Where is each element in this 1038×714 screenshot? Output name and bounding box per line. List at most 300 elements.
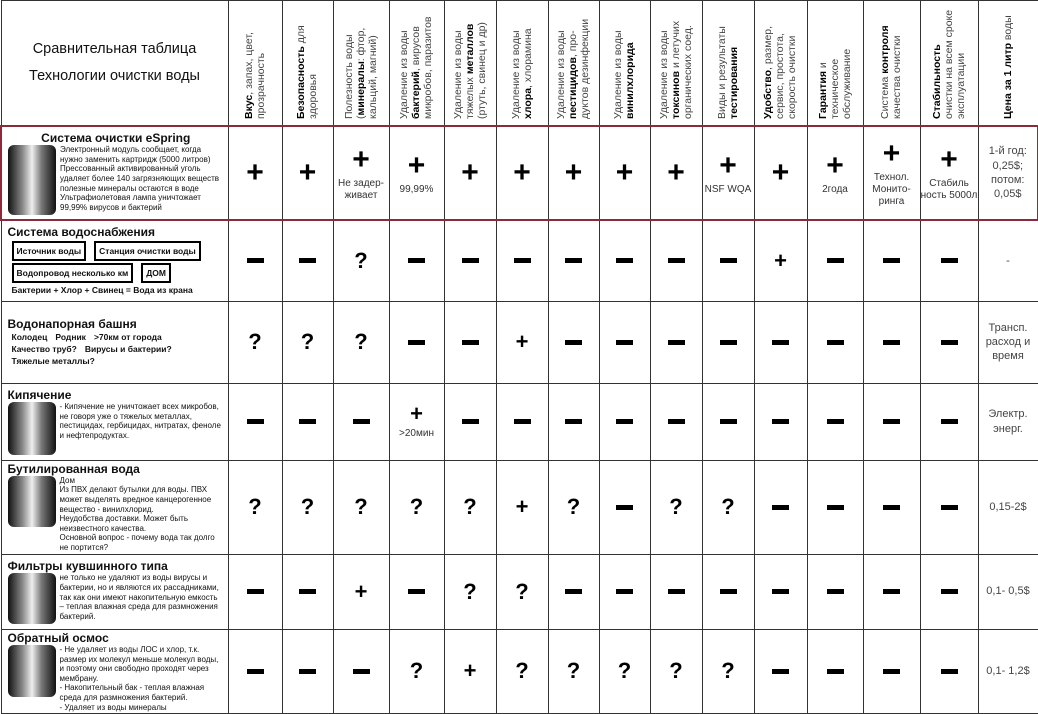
column-header-keyword: бактерий	[410, 71, 423, 119]
description-line: - Удаляет из воды минералы	[59, 702, 167, 712]
question-icon: ?	[721, 494, 735, 520]
minus-icon	[941, 669, 958, 674]
rating-cell	[807, 383, 863, 460]
column-header-keyword: минералы	[354, 61, 367, 116]
minus-icon	[247, 589, 264, 594]
column-header-label: Стабильность очистки на всем сроке эксплуатации	[930, 9, 968, 119]
minus-icon	[720, 589, 737, 594]
rating-cell	[650, 383, 702, 460]
technology-illustration	[8, 476, 56, 527]
rating-cell	[702, 629, 754, 714]
rating-cell	[650, 554, 702, 629]
rating-cell	[282, 126, 333, 220]
rating-cell	[920, 629, 978, 714]
column-header-label: Гарантия и техническое обслуживание	[816, 48, 854, 119]
minus-icon	[565, 340, 582, 345]
rating-note: Стабиль ность 5000л	[920, 177, 978, 201]
column-header-keyword: контроля	[879, 25, 892, 74]
column-header	[807, 1, 863, 127]
rating-cell	[599, 220, 650, 301]
column-header-keyword: токсинов	[669, 70, 682, 119]
rating-cell	[548, 301, 599, 383]
rating-cell	[863, 460, 920, 554]
minus-icon	[720, 419, 737, 424]
rating-cell	[807, 629, 863, 714]
rating-cell	[282, 629, 333, 714]
table-row-bottled	[1, 460, 1038, 554]
minus-icon	[827, 419, 844, 424]
description-line: Станция очистки воды	[94, 241, 201, 261]
minus-icon	[668, 258, 685, 263]
column-header-keyword: Стабильность	[930, 44, 943, 119]
minus-icon	[883, 669, 900, 674]
plus-icon: +	[940, 142, 958, 176]
rating-cell	[333, 301, 389, 383]
description-line: Основной вопрос - почему вода так долго не портится?	[59, 533, 215, 553]
rating-cell	[496, 301, 548, 383]
rating-cell	[333, 460, 389, 554]
question-icon: ?	[721, 658, 735, 684]
rating-cell	[548, 629, 599, 714]
rating-cell	[599, 126, 650, 220]
technology-title: Обратный осмос	[7, 630, 109, 645]
rating-cell	[807, 301, 863, 383]
rating-cell	[920, 383, 978, 460]
rating-cell	[650, 220, 702, 301]
plus-icon: +	[515, 329, 529, 354]
question-icon: ?	[463, 494, 477, 520]
price-cell: 0,15-2$	[978, 460, 1038, 554]
minus-icon	[565, 419, 582, 424]
rating-cell	[333, 383, 389, 460]
column-header	[920, 1, 978, 127]
rating-cell	[599, 301, 650, 383]
rating-cell	[863, 220, 920, 301]
rating-cell	[650, 460, 702, 554]
technology-description	[1, 383, 228, 460]
question-icon: ?	[354, 329, 368, 354]
column-header-label: Удаление из воды бактерий, вирусов микробов, паразитов	[398, 16, 435, 119]
description-line: Из ПВХ делают бутылки для воды. ПВХ может выделять вредное канцерогенное вещество - винилхлорид.	[59, 485, 212, 514]
description-line: Источник воды	[12, 241, 87, 261]
column-header	[754, 1, 807, 127]
rating-cell	[333, 554, 389, 629]
price-cell: 0,1- 1,2$	[978, 629, 1038, 714]
column-header-keyword: винилхлорида	[624, 42, 637, 119]
rating-cell	[548, 554, 599, 629]
column-header-keyword: Гарантия	[816, 71, 829, 119]
column-header-keyword: хлора	[522, 87, 534, 119]
description-line: ДОМ	[141, 263, 171, 283]
rating-cell	[807, 554, 863, 629]
question-icon: ?	[515, 658, 529, 684]
minus-icon	[616, 258, 633, 263]
rating-cell	[650, 126, 702, 220]
table-row-tower	[1, 301, 1038, 383]
minus-icon	[462, 258, 479, 263]
rating-cell	[228, 629, 282, 714]
rating-cell	[754, 460, 807, 554]
minus-icon	[883, 589, 900, 594]
rating-cell	[599, 460, 650, 554]
minus-icon	[247, 669, 264, 674]
column-header-label: Цена за 1 литр воды	[1001, 15, 1014, 119]
column-header	[228, 1, 282, 127]
rating-cell	[548, 220, 599, 301]
plus-icon: +	[354, 578, 368, 604]
plus-icon: +	[564, 156, 583, 189]
rating-cell	[228, 460, 282, 554]
minus-icon	[616, 589, 633, 594]
rating-cell	[754, 383, 807, 460]
rating-cell	[599, 383, 650, 460]
rating-cell	[754, 220, 807, 301]
minus-icon	[772, 419, 789, 424]
column-header-keyword: Цена за 1 литр	[1001, 42, 1014, 119]
question-icon: ?	[566, 658, 581, 684]
rating-cell	[920, 460, 978, 554]
rating-cell	[389, 383, 444, 460]
question-icon: ?	[248, 329, 262, 354]
plus-icon: +	[298, 156, 317, 189]
minus-icon	[668, 589, 685, 594]
plus-icon: +	[463, 658, 477, 684]
plus-icon: +	[615, 156, 634, 189]
plus-icon: +	[882, 136, 901, 170]
rating-cell	[228, 220, 282, 301]
minus-icon	[408, 258, 425, 263]
column-header	[333, 1, 389, 127]
rating-cell	[702, 220, 754, 301]
rating-cell	[444, 220, 496, 301]
price-cell: -	[978, 220, 1038, 301]
rating-cell	[650, 301, 702, 383]
minus-icon	[883, 419, 900, 424]
rating-cell	[807, 220, 863, 301]
technology-description	[1, 301, 228, 383]
minus-icon	[941, 589, 958, 594]
price-cell: Трансп. расход и время	[978, 301, 1038, 383]
minus-icon	[565, 589, 582, 594]
plus-icon: +	[774, 247, 787, 273]
column-header-keyword: пестицидов	[567, 57, 580, 119]
rating-cell	[599, 629, 650, 714]
column-header-keyword: Удобство	[762, 69, 775, 119]
rating-cell	[389, 220, 444, 301]
minus-icon	[353, 669, 370, 674]
description-line: Качество труб?	[11, 344, 77, 355]
minus-icon	[408, 340, 425, 345]
rating-cell	[650, 629, 702, 714]
minus-icon	[941, 258, 958, 263]
minus-icon	[247, 419, 264, 424]
rating-cell	[228, 383, 282, 460]
minus-icon	[827, 258, 844, 263]
column-header-keyword: тестирования	[728, 46, 740, 119]
price-cell: 0,1- 0,5$	[978, 554, 1038, 629]
minus-icon	[827, 505, 844, 510]
column-header-label: Удаление из воды тяжелых металлов (ртуть, свинец и др)	[451, 22, 489, 119]
minus-icon	[462, 340, 479, 345]
question-icon: ?	[354, 247, 368, 273]
rating-cell	[228, 301, 282, 383]
rating-cell	[754, 301, 807, 383]
rating-cell	[389, 554, 444, 629]
plus-icon: +	[719, 148, 737, 182]
rating-cell	[444, 126, 496, 220]
minus-icon	[353, 419, 370, 424]
rating-cell	[333, 126, 389, 220]
minus-icon	[299, 669, 316, 674]
minus-icon	[941, 505, 958, 510]
rating-cell	[863, 554, 920, 629]
minus-icon	[514, 419, 531, 424]
column-header-keyword: металлов	[463, 23, 476, 75]
column-header	[978, 1, 1038, 127]
minus-icon	[299, 258, 316, 263]
description-line: не только не удаляют из воды вирусы и бактерии, но и являются их рассадниками, так как они имеют накопительную емкость	[59, 573, 219, 602]
minus-icon	[941, 419, 958, 424]
description-line: Тяжелые металлы?	[11, 356, 95, 367]
description-line: Прессованный активированный уголь удаляет более 140 загрязняющих веществ полезные минералы остаются в воде	[60, 164, 220, 193]
question-icon: ?	[409, 658, 424, 684]
question-icon: ?	[669, 494, 683, 520]
minus-icon	[772, 505, 789, 510]
column-header	[444, 1, 496, 127]
minus-icon	[462, 419, 479, 424]
technology-title: Кипячение	[7, 387, 72, 402]
rating-note: Технол. Монито-ринга	[872, 171, 911, 207]
minus-icon	[616, 505, 633, 510]
column-header	[702, 1, 754, 127]
technology-title: Система водоснабжения	[7, 225, 156, 240]
rating-cell	[548, 460, 599, 554]
rating-cell	[444, 301, 496, 383]
rating-cell	[444, 629, 496, 714]
column-header	[863, 1, 920, 127]
technology-illustration	[8, 573, 56, 624]
question-icon: ?	[617, 658, 632, 684]
rating-cell	[863, 629, 920, 714]
rating-cell	[920, 220, 978, 301]
minus-icon	[941, 340, 958, 345]
minus-icon	[299, 419, 316, 424]
rating-cell	[389, 629, 444, 714]
column-header-label: Удаление из воды пестицидов, про-дуктов дезинфекции	[555, 18, 592, 119]
question-icon: ?	[354, 494, 368, 520]
rating-cell	[282, 554, 333, 629]
rating-cell	[389, 126, 444, 220]
rating-cell	[702, 126, 754, 220]
technology-illustration	[8, 145, 56, 215]
question-icon: ?	[566, 494, 581, 520]
column-header-label: Удобство, размер, сервис, простота, скорость очистки	[762, 25, 799, 119]
minus-icon	[883, 505, 900, 510]
rating-cell	[702, 301, 754, 383]
plus-icon: +	[513, 156, 531, 189]
question-icon: ?	[463, 578, 477, 604]
description-line: Дом	[59, 475, 75, 485]
rating-cell	[228, 126, 282, 220]
column-header-label: Система контроля качества очистки	[879, 25, 904, 119]
table-row-osmosis	[1, 629, 1038, 714]
rating-cell	[282, 301, 333, 383]
rating-note: >20мин	[399, 428, 434, 439]
plus-icon: +	[352, 142, 370, 176]
minus-icon	[565, 258, 582, 263]
rating-cell	[389, 460, 444, 554]
column-header-label: Удаление из воды винилхлорида	[612, 30, 637, 119]
plus-icon: +	[667, 156, 685, 189]
column-header-label: Удаление из воды хлора, хлорамина	[509, 28, 534, 119]
rating-cell	[702, 554, 754, 629]
title-line-2: Технологии очистки воды	[29, 68, 200, 84]
description-line: Бактерии + Хлор + Свинец = Вода из крана	[11, 285, 193, 296]
minus-icon	[720, 340, 737, 345]
column-header	[548, 1, 599, 127]
technology-illustration	[8, 402, 56, 455]
column-header	[599, 1, 650, 127]
question-icon: ?	[669, 658, 683, 684]
minus-icon	[827, 340, 844, 345]
rating-cell	[702, 383, 754, 460]
rating-cell	[389, 301, 444, 383]
plus-icon: +	[410, 401, 423, 426]
column-header-label: Виды и результаты тестирования	[715, 26, 740, 119]
rating-cell	[444, 554, 496, 629]
question-icon: ?	[300, 329, 315, 354]
minus-icon	[616, 340, 633, 345]
minus-icon	[827, 589, 844, 594]
column-header	[389, 1, 444, 127]
rating-cell	[496, 383, 548, 460]
plus-icon: +	[771, 156, 790, 189]
technology-description	[1, 554, 228, 629]
rating-note: 2года	[822, 183, 848, 195]
description-line: - Не удаляет из воды ЛОС и хлор, т.к. размер их молекул меньше молекул воды, и поэтому они свободно проходят через мембрану.	[59, 645, 219, 683]
rating-cell	[863, 126, 920, 220]
rating-cell	[920, 554, 978, 629]
minus-icon	[299, 589, 316, 594]
rating-cell	[920, 301, 978, 383]
description-line: Ультрафиолетовая лампа уничтожает 99,99% вирусов и бактерий	[60, 193, 201, 212]
description-line: >70км от города	[93, 331, 162, 342]
plus-icon: +	[461, 156, 479, 189]
column-header-label: Удаление из воды токсинов и летучих органических соед.	[657, 20, 695, 119]
description-line: Родник	[55, 331, 86, 342]
rating-cell	[282, 220, 333, 301]
rating-cell	[807, 126, 863, 220]
rating-cell	[807, 460, 863, 554]
plus-icon: +	[826, 148, 844, 182]
minus-icon	[883, 340, 900, 345]
minus-icon	[772, 669, 789, 674]
rating-cell	[702, 460, 754, 554]
question-icon: ?	[300, 494, 315, 520]
minus-icon	[772, 340, 789, 345]
rating-cell	[548, 383, 599, 460]
plus-icon: +	[246, 156, 264, 189]
rating-note: 99,99%	[399, 183, 434, 195]
rating-cell	[333, 220, 389, 301]
technology-title: Бутилированная вода	[7, 461, 140, 476]
rating-cell	[228, 554, 282, 629]
technology-title: Фильтры кувшинного типа	[7, 558, 168, 573]
rating-cell	[282, 460, 333, 554]
table-row-espring	[1, 126, 1038, 220]
minus-icon	[720, 258, 737, 263]
table-title	[1, 1, 228, 127]
description-line: Неудобства доставки. Может быть неизвестного качества.	[59, 514, 188, 533]
minus-icon	[514, 258, 531, 263]
rating-cell	[754, 629, 807, 714]
table-row-boiling	[1, 383, 1038, 460]
rating-cell	[754, 126, 807, 220]
description-line: - Накопительный бак - теплая влажная среда для размножения бактерий.	[59, 683, 205, 702]
minus-icon	[616, 419, 633, 424]
description-line: - Кипячение не уничтожает всех микробов, не говоря уже о тяжелых металлах, пестицидах, гербицидах, нитратах, феноле и нефтепродуктах.	[59, 402, 221, 440]
column-header-label: Безопасность для здоровья	[295, 25, 320, 119]
minus-icon	[408, 589, 425, 594]
column-header-keyword: Безопасность	[295, 46, 308, 119]
question-icon: ?	[248, 494, 262, 520]
rating-cell	[754, 554, 807, 629]
question-icon: ?	[409, 494, 424, 520]
technology-description	[1, 629, 228, 714]
title-line-1: Сравнительная таблица	[32, 40, 197, 57]
description-line: Водопровод несколько км	[12, 263, 134, 283]
minus-icon	[668, 340, 685, 345]
rating-cell	[863, 383, 920, 460]
column-header	[496, 1, 548, 127]
technology-description	[1, 126, 228, 220]
question-icon: ?	[515, 578, 529, 604]
rating-cell	[444, 383, 496, 460]
description-line: Вирусы и бактерии?	[84, 344, 172, 355]
minus-icon	[247, 258, 264, 263]
minus-icon	[883, 258, 900, 263]
column-header	[650, 1, 702, 127]
description-line: – теплая влажная среда для размножения бактерий.	[59, 602, 218, 621]
technology-description	[1, 220, 228, 301]
rating-cell	[548, 126, 599, 220]
rating-cell	[444, 460, 496, 554]
plus-icon: +	[515, 494, 529, 520]
rating-cell	[333, 629, 389, 714]
rating-cell	[863, 301, 920, 383]
table-row-water-supply	[1, 220, 1038, 301]
technology-illustration	[8, 645, 56, 697]
rating-note: NSF WQA	[704, 183, 752, 195]
rating-cell	[496, 629, 548, 714]
plus-icon: +	[407, 148, 426, 182]
minus-icon	[772, 589, 789, 594]
column-header-label: Полезность воды (минералы: фтор, кальций, магний)	[342, 27, 380, 119]
table-row-pitcher	[1, 554, 1038, 629]
rating-cell	[496, 220, 548, 301]
column-header	[282, 1, 333, 127]
technology-title: Система очистки eSpring	[41, 130, 191, 145]
rating-note: Не задер-живает	[338, 177, 384, 201]
rating-cell	[496, 126, 548, 220]
header-row	[1, 1, 1038, 127]
price-cell: 1-й год: 0,25$; потом: 0,05$	[978, 126, 1038, 220]
minus-icon	[668, 419, 685, 424]
price-cell: Электр. энерг.	[978, 383, 1038, 460]
minus-icon	[827, 669, 844, 674]
rating-cell	[282, 383, 333, 460]
rating-cell	[920, 126, 978, 220]
